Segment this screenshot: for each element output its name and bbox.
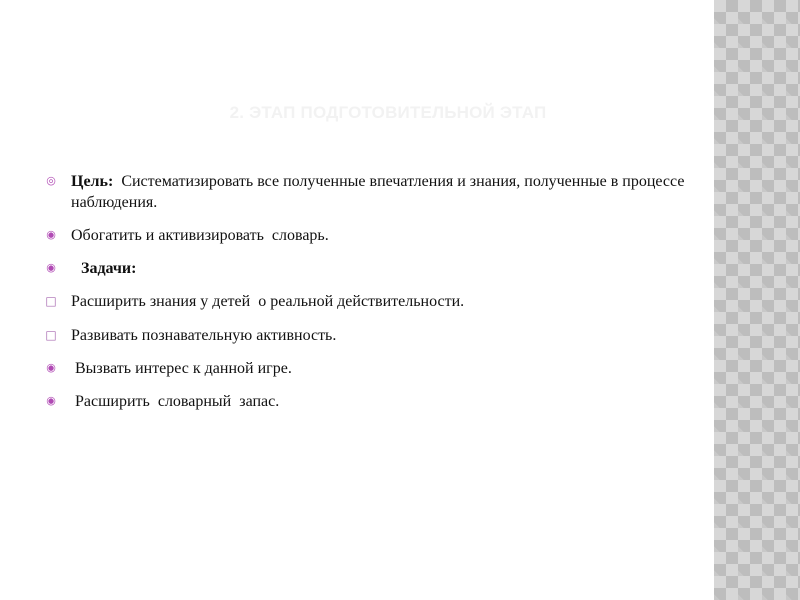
goal-list-item: [44, 171, 694, 213]
vocabulary-list-item: [44, 225, 694, 246]
task-list-item: [44, 358, 694, 379]
square-bullet-icon: □: [45, 327, 57, 342]
tasks-heading-item: [44, 258, 694, 279]
slide-content: [44, 171, 694, 424]
task-list-item: [44, 325, 694, 346]
square-bullet-icon: □: [45, 294, 57, 309]
vocabulary-text: Обогатить и активизировать словарь.: [71, 227, 329, 245]
task-text: Расширить словарный запас.: [71, 392, 280, 410]
task-text: Вызвать интерес к данной игре.: [71, 359, 292, 377]
circle-bullet-icon: ◎: [46, 174, 56, 187]
task-list-item: [44, 391, 694, 412]
circle-bullet-icon: ◉: [46, 360, 56, 374]
task-text: Развивать познавательную активность.: [71, 326, 337, 344]
circle-bullet-icon: ◉: [46, 261, 56, 275]
tasks-label: Задачи:: [81, 260, 137, 278]
task-text: Расширить знания у детей о реальной действительности.: [71, 293, 465, 311]
circle-bullet-icon: ◉: [46, 393, 56, 407]
decorative-side-pattern: [714, 0, 800, 600]
circle-bullet-icon: ◉: [46, 228, 56, 242]
goal-label: Цель:: [71, 173, 114, 190]
task-list-item: [44, 291, 694, 312]
goal-text: Систематизировать все полученные впечатления и знания, полученные в процессе наблюдения.: [71, 173, 689, 212]
slide-title: 2. ЭТАП ПОДГОТОВИТЕЛЬНОЙ ЭТАП: [229, 103, 547, 122]
